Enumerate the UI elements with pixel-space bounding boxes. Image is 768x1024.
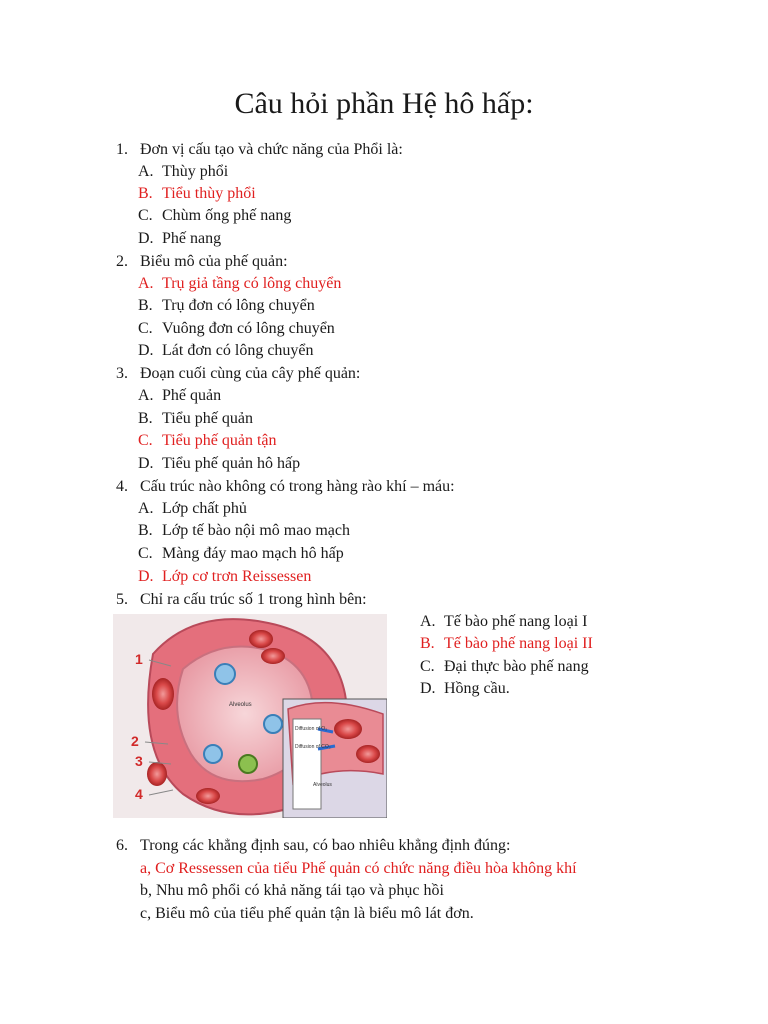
type-ii-cell-shape-1 <box>215 664 235 684</box>
q2-option-a-correct: A. Trụ giả tầng có lông chuyển <box>138 275 342 292</box>
figure-label-3: 3 <box>135 753 143 769</box>
q1-option-c: C. Chùm ống phế nang <box>138 207 292 224</box>
q3-option-b: B. Tiểu phế quản <box>138 410 253 427</box>
q4-option-d-correct: D. Lớp cơ trơn Reissessen <box>138 568 312 585</box>
q1-option-a: A. Thùy phổi <box>138 163 229 180</box>
question-4: 4. Cấu trúc nào không có trong hàng rào khí – máu: <box>116 478 455 495</box>
q4-option-b: B. Lớp tế bào nội mô mao mạch <box>138 522 350 539</box>
figure-label-1: 1 <box>135 651 143 667</box>
rbc-shape-3 <box>261 648 285 664</box>
rbc-shape-1 <box>249 630 273 648</box>
q2-option-b: B. Trụ đơn có lông chuyển <box>138 297 315 314</box>
alveolus-label: Alveolus <box>229 702 252 708</box>
q5-option-b-correct: B. Tế bào phế nang loại II <box>420 635 593 652</box>
figure-label-2: 2 <box>131 733 139 749</box>
question-5: 5. Chỉ ra cấu trúc số 1 trong hình bên: <box>116 591 367 608</box>
type-ii-cell-shape-3 <box>204 745 222 763</box>
q3-option-d: D. Tiểu phế quản hô hấp <box>138 455 301 472</box>
q1-option-b-correct: B. Tiểu thùy phổi <box>138 185 256 202</box>
macrophage-shape <box>239 755 257 773</box>
rbc-shape-6 <box>356 745 380 763</box>
question-6: 6. Trong các khẳng định sau, có bao nhiêu khẳng định đúng: <box>116 837 511 854</box>
alveolus-small-label: Alveolus <box>313 782 332 788</box>
q4-option-c: C. Màng đáy mao mạch hô hấp <box>138 545 344 562</box>
alveolus-diagram <box>113 614 387 818</box>
rbc-shape-4 <box>334 719 362 739</box>
rbc-shape-7 <box>147 762 167 786</box>
q5-option-a: A. Tế bào phế nang loại I <box>420 613 588 630</box>
q3-option-c-correct: C. Tiểu phế quản tận <box>138 432 277 449</box>
inset-diffusion-box-shape <box>293 719 321 809</box>
q3-option-a: A. Phế quản <box>138 387 222 404</box>
question-3: 3. Đoạn cuối cùng của cây phế quản: <box>116 365 361 382</box>
q2-option-d: D. Lát đơn có lông chuyển <box>138 342 314 359</box>
q1-option-d: D. Phế nang <box>138 230 222 247</box>
rbc-shape-2 <box>152 678 174 710</box>
q4-option-a: A. Lớp chất phủ <box>138 500 247 517</box>
q5-option-c: C. Đại thực bào phế nang <box>420 658 589 675</box>
q6-statement-c: c, Biểu mô của tiểu phế quản tận là biểu mô lát đơn. <box>140 905 474 922</box>
rbc-shape-5 <box>196 788 220 804</box>
q5-option-d: D. Hồng cầu. <box>420 680 510 697</box>
page-title: Câu hỏi phần Hệ hô hấp: <box>234 87 534 120</box>
diffusion-co2-label: Diffusion of CO₂ <box>295 744 331 750</box>
type-ii-cell-shape-2 <box>264 715 282 733</box>
figure-label-4: 4 <box>135 786 143 802</box>
question-1: 1. Đơn vị cấu tạo và chức năng của Phổi là: <box>116 141 403 158</box>
question-2: 2. Biểu mô của phế quản: <box>116 253 288 270</box>
q2-option-c: C. Vuông đơn có lông chuyển <box>138 320 335 337</box>
q6-statement-b: b, Nhu mô phổi có khả năng tái tạo và phục hồi <box>140 882 444 899</box>
q6-statement-a-correct: a, Cơ Ressessen của tiểu Phế quản có chức năng điều hòa không khí <box>140 860 577 877</box>
diffusion-o2-label: Diffusion of O₂ <box>295 726 328 732</box>
